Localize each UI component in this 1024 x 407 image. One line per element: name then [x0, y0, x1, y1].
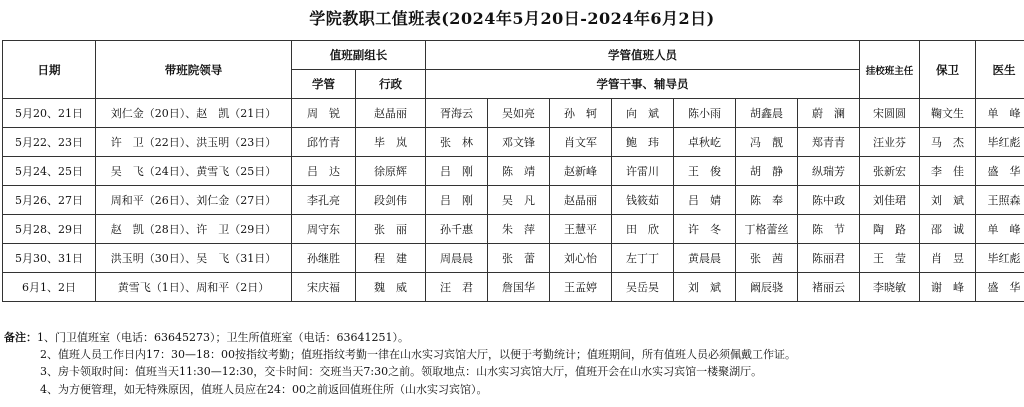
staff-cell: 许 冬: [674, 215, 736, 244]
header-doctor: 医生: [976, 41, 1024, 99]
staff-cell: 陈 靖: [488, 157, 550, 186]
deputy-xueguan-cell: 周守东: [292, 215, 356, 244]
security-cell: 谢 峰: [920, 273, 976, 302]
staff-cell: 邓文锋: [488, 128, 550, 157]
staff-cell: 胥海云: [426, 99, 488, 128]
staff-cell: 肖文军: [550, 128, 612, 157]
staff-cell: 赵新峰: [550, 157, 612, 186]
leader-cell: 赵 凯（28日）、许 卫（29日）: [96, 215, 292, 244]
deputy-xingzheng-cell: 毕 岚: [356, 128, 426, 157]
leader-cell: 周和平（26日）、刘仁金（27日）: [96, 186, 292, 215]
deputy-xueguan-cell: 周 锐: [292, 99, 356, 128]
school-head-cell: 汪业芬: [860, 128, 920, 157]
staff-cell: 吕 婧: [674, 186, 736, 215]
table-row: [3, 273, 1024, 302]
security-cell: 鞠文生: [920, 99, 976, 128]
staff-cell: 吴如亮: [488, 99, 550, 128]
staff-cell: 吕 刚: [426, 186, 488, 215]
staff-cell: 吴岳昊: [612, 273, 674, 302]
doctor-cell: 单 峰: [976, 215, 1024, 244]
deputy-xueguan-cell: 宋庆福: [292, 273, 356, 302]
header-staff-sub: 学管干事、辅导员: [426, 70, 860, 99]
table-row: [3, 215, 1024, 244]
school-head-cell: 宋圆圆: [860, 99, 920, 128]
staff-cell: 王 俊: [674, 157, 736, 186]
deputy-xingzheng-cell: 程 建: [356, 244, 426, 273]
staff-cell: 褚丽云: [798, 273, 860, 302]
leader-cell: 许 卫（22日）、洪玉明（23日）: [96, 128, 292, 157]
deputy-xingzheng-cell: 赵晶丽: [356, 99, 426, 128]
note-text: 4、为方便管理，如无特殊原因，值班人员应在24：00之前返回值班住所（山水实习宾馆）。: [40, 382, 488, 396]
staff-cell: 陈 奉: [736, 186, 798, 215]
staff-cell: 阚辰骁: [736, 273, 798, 302]
table-body: [3, 99, 1024, 302]
date-cell: 5月28、29日: [3, 215, 96, 244]
staff-cell: 向 斌: [612, 99, 674, 128]
school-head-cell: 刘佳珺: [860, 186, 920, 215]
date-cell: 5月22、23日: [3, 128, 96, 157]
staff-cell: 孙 轲: [550, 99, 612, 128]
security-cell: 邵 诚: [920, 215, 976, 244]
deputy-xingzheng-cell: 徐原辉: [356, 157, 426, 186]
staff-cell: 陈中政: [798, 186, 860, 215]
staff-cell: 詹国华: [488, 273, 550, 302]
table-row: [3, 186, 1024, 215]
school-head-cell: 李晓敏: [860, 273, 920, 302]
date-cell: 6月1、2日: [3, 273, 96, 302]
note-line-3: [4, 363, 1020, 380]
note-text: 3、房卡领取时间：值班当天11:30—12:30，交卡时间：交班当天7:30之前。领取地点：山水实习宾馆大厅，值班开会在山水实习宾馆一楼聚湖厅。: [40, 365, 763, 379]
staff-cell: 黄晨晨: [674, 244, 736, 273]
header-date: 日期: [3, 41, 96, 99]
header-leader: 带班院领导: [96, 41, 292, 99]
table-row: [3, 157, 1024, 186]
staff-cell: 周晨晨: [426, 244, 488, 273]
table-header-row-1: [3, 41, 1024, 70]
table-row: [3, 99, 1024, 128]
header-school-head: 挂校班主任: [860, 41, 920, 99]
doctor-cell: 单 峰: [976, 99, 1024, 128]
header-staff-group: 学管值班人员: [426, 41, 860, 70]
note-line-1: [4, 329, 1020, 346]
date-cell: 5月24、25日: [3, 157, 96, 186]
security-cell: 刘 斌: [920, 186, 976, 215]
leader-cell: 黄雪飞（1日）、周和平（2日）: [96, 273, 292, 302]
staff-cell: 左丁丁: [612, 244, 674, 273]
header-security: 保卫: [920, 41, 976, 99]
staff-cell: 张 茜: [736, 244, 798, 273]
deputy-xingzheng-cell: 段剑伟: [356, 186, 426, 215]
date-cell: 5月20、21日: [3, 99, 96, 128]
doctor-cell: 盛 华: [976, 273, 1024, 302]
staff-cell: 丁格蕾丝: [736, 215, 798, 244]
staff-cell: 冯 靓: [736, 128, 798, 157]
staff-cell: 许雷川: [612, 157, 674, 186]
staff-cell: 王慧平: [550, 215, 612, 244]
security-cell: 李 佳: [920, 157, 976, 186]
staff-cell: 胡 静: [736, 157, 798, 186]
staff-cell: 张 林: [426, 128, 488, 157]
staff-cell: 朱 萍: [488, 215, 550, 244]
doctor-cell: 毕红彪: [976, 128, 1024, 157]
deputy-xueguan-cell: 孙继胜: [292, 244, 356, 273]
doctor-cell: 王照森: [976, 186, 1024, 215]
staff-cell: 刘心怡: [550, 244, 612, 273]
school-head-cell: 张新宏: [860, 157, 920, 186]
staff-cell: 王孟婷: [550, 273, 612, 302]
staff-cell: 蔚 澜: [798, 99, 860, 128]
date-cell: 5月26、27日: [3, 186, 96, 215]
staff-cell: 张 蕾: [488, 244, 550, 273]
doctor-cell: 毕红彪: [976, 244, 1024, 273]
staff-cell: 刘 斌: [674, 273, 736, 302]
deputy-xueguan-cell: 邱竹青: [292, 128, 356, 157]
header-deputy-group: 值班副组长: [292, 41, 426, 70]
security-cell: 肖 昱: [920, 244, 976, 273]
staff-cell: 陈丽君: [798, 244, 860, 273]
table-row: [3, 244, 1024, 273]
staff-cell: 孙千惠: [426, 215, 488, 244]
date-cell: 5月30、31日: [3, 244, 96, 273]
leader-cell: 刘仁金（20日）、赵 凯（21日）: [96, 99, 292, 128]
staff-cell: 卓秋屹: [674, 128, 736, 157]
header-deputy-xingzheng: 行政: [356, 70, 426, 99]
staff-cell: 汪 君: [426, 273, 488, 302]
note-text: 2、值班人员工作日内17：30—18：00按指纹考勤；值班指纹考勤一律在山水实习宾馆大厅，以便于考勤统计；值班期间，所有值班人员必须佩戴工作证。: [40, 348, 796, 362]
staff-cell: 钱筱茹: [612, 186, 674, 215]
header-deputy-xueguan: 学管: [292, 70, 356, 99]
staff-cell: 赵晶丽: [550, 186, 612, 215]
notes-label: 备注：: [4, 331, 37, 344]
staff-cell: 吕 刚: [426, 157, 488, 186]
doctor-cell: 盛 华: [976, 157, 1024, 186]
school-head-cell: 陶 路: [860, 215, 920, 244]
staff-cell: 胡鑫晨: [736, 99, 798, 128]
deputy-xueguan-cell: 吕 达: [292, 157, 356, 186]
staff-cell: 纵瑞芳: [798, 157, 860, 186]
leader-cell: 洪玉明（30日）、吴 飞（31日）: [96, 244, 292, 273]
school-head-cell: 王 莹: [860, 244, 920, 273]
staff-cell: 鲍 玮: [612, 128, 674, 157]
deputy-xueguan-cell: 李孔亮: [292, 186, 356, 215]
notes-section: [4, 329, 1020, 398]
deputy-xingzheng-cell: 张 丽: [356, 215, 426, 244]
note-line-2: [4, 346, 1020, 363]
staff-cell: 郑青青: [798, 128, 860, 157]
staff-cell: 吴 凡: [488, 186, 550, 215]
note-text: 1、门卫值班室（电话：63645273）；卫生所值班室（电话：63641251）。: [37, 331, 409, 344]
duty-table: [2, 40, 1024, 302]
security-cell: 马 杰: [920, 128, 976, 157]
page-title: 学院教职工值班表(2024年5月20日-2024年6月2日): [309, 9, 715, 28]
leader-cell: 吴 飞（24日）、黄雪飞（25日）: [96, 157, 292, 186]
note-line-4: [4, 381, 1020, 398]
staff-cell: 陈小雨: [674, 99, 736, 128]
table-row: [3, 128, 1024, 157]
deputy-xingzheng-cell: 魏 威: [356, 273, 426, 302]
staff-cell: 陈 节: [798, 215, 860, 244]
staff-cell: 田 欣: [612, 215, 674, 244]
